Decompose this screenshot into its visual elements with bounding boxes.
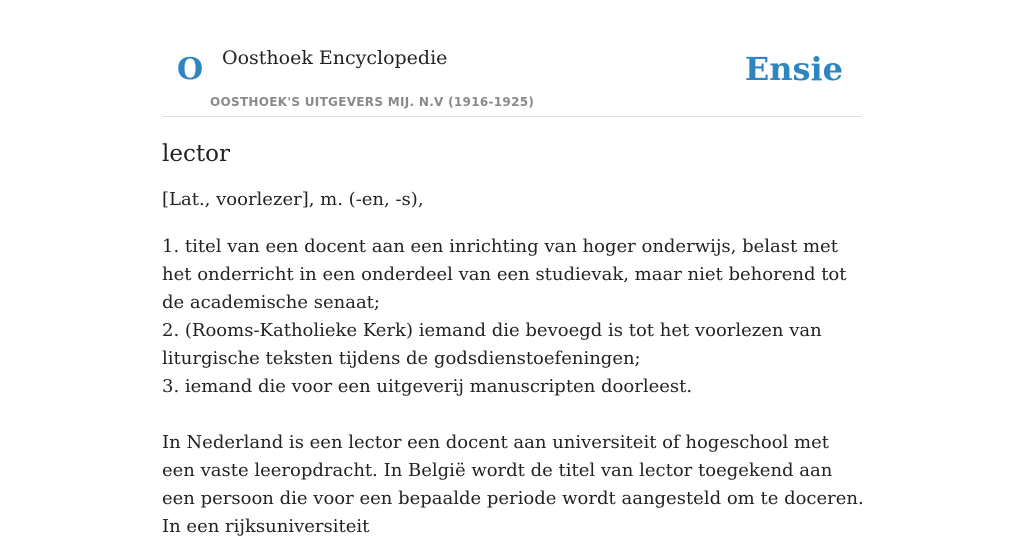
- definition-item: 3. iemand die voor een uitgeverij manuscripten doorleest.: [162, 376, 693, 397]
- publisher-label: OOSTHOEK'S UITGEVERS MIJ. N.V (1916-1925): [210, 95, 535, 109]
- definition-item: 1. titel van een docent aan een inrichting van hoger onderwijs, belast met het onderricht in een onderdeel van een studievak, maar niet behorend tot de academische senaat;: [162, 236, 847, 313]
- entry-content: [162, 136, 866, 541]
- ensie-logo-link[interactable]: Ensie: [744, 50, 843, 88]
- book-title-link[interactable]: Oosthoek Encyclopedie: [222, 47, 448, 69]
- definition-item: 2. (Rooms-Katholieke Kerk) iemand die bevoegd is tot het voorlezen van liturgische teksten tijdens de godsdienstoefeningen;: [162, 320, 822, 369]
- entry-etymology: [Lat., voorlezer], m. (-en, -s),: [162, 189, 424, 210]
- entry-headword: lector: [162, 141, 230, 167]
- definition-list: [162, 233, 866, 401]
- book-logo-letter: O: [177, 52, 204, 87]
- site-header: [162, 0, 862, 117]
- entry-paragraph: In Nederland is een lector een docent aan universiteit of hogeschool met een vaste leeropdracht. In België wordt de titel van lector toegekend aan een persoon die voor een bepaalde periode wordt aangesteld om te doceren. In een rijksuniversiteit: [162, 432, 864, 537]
